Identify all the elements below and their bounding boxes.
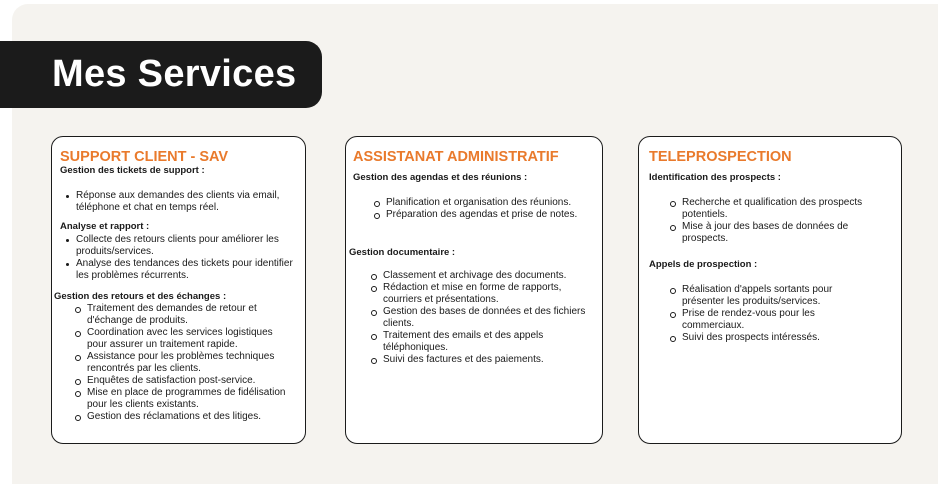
list-item: Coordination avec les services logistiques pour assurer un traitement rapide.: [87, 327, 292, 351]
section-heading: Gestion des tickets de support :: [60, 165, 205, 176]
bullet-list: [76, 190, 302, 214]
service-card-teleprospection: [638, 136, 902, 444]
card-title: ASSISTANAT ADMINISTRATIF: [353, 149, 559, 165]
section-heading: Appels de prospection :: [649, 259, 758, 270]
list-item: Enquêtes de satisfaction post-service.: [87, 375, 292, 387]
list-item: Traitement des emails et des appels téléphoniques.: [383, 330, 595, 354]
section-heading: Gestion des agendas et des réunions :: [353, 172, 528, 183]
list-item: Gestion des réclamations et des litiges.: [87, 411, 292, 423]
list-item: Planification et organisation des réunions.: [386, 197, 591, 209]
section-heading: Gestion documentaire :: [349, 247, 456, 258]
list-item: Collecte des retours clients pour améliorer les produits/services.: [76, 234, 294, 258]
list-item: Préparation des agendas et prise de notes.: [386, 209, 591, 221]
bullet-list: [87, 303, 292, 423]
section-heading: Gestion des retours et des échanges :: [54, 291, 227, 302]
bullet-list: [682, 197, 887, 245]
list-item: Classement et archivage des documents.: [383, 270, 595, 282]
bullet-list: [682, 284, 872, 344]
list-item: Recherche et qualification des prospects potentiels.: [682, 197, 887, 221]
list-item: Assistance pour les problèmes techniques rencontrés par les clients.: [87, 351, 292, 375]
bullet-list: [386, 197, 591, 221]
list-item: Réalisation d'appels sortants pour présenter les produits/services.: [682, 284, 872, 308]
list-item: Suivi des prospects intéressés.: [682, 332, 872, 344]
service-card-sav: [51, 136, 306, 444]
list-item: Traitement des demandes de retour et d'échange de produits.: [87, 303, 292, 327]
service-card-admin: [345, 136, 603, 444]
section-heading: Identification des prospects :: [649, 172, 781, 183]
page-title: Mes Services: [0, 41, 322, 108]
section-heading: Analyse et rapport :: [60, 221, 150, 232]
list-item: Gestion des bases de données et des fichiers clients.: [383, 306, 595, 330]
list-item: Mise en place de programmes de fidélisation pour les clients existants.: [87, 387, 292, 411]
list-item: Rédaction et mise en forme de rapports, courriers et présentations.: [383, 282, 595, 306]
list-item: Suivi des factures et des paiements.: [383, 354, 595, 366]
list-item: Prise de rendez-vous pour les commerciaux.: [682, 308, 872, 332]
bullet-list: [383, 270, 595, 366]
list-item: Mise à jour des bases de données de prospects.: [682, 221, 887, 245]
list-item: Réponse aux demandes des clients via email, téléphone et chat en temps réel.: [76, 190, 302, 214]
bullet-list: [76, 234, 294, 282]
card-title: TELEPROSPECTION: [649, 149, 792, 165]
list-item: Analyse des tendances des tickets pour identifier les problèmes récurrents.: [76, 258, 293, 281]
card-title: SUPPORT CLIENT - SAV: [60, 149, 229, 165]
